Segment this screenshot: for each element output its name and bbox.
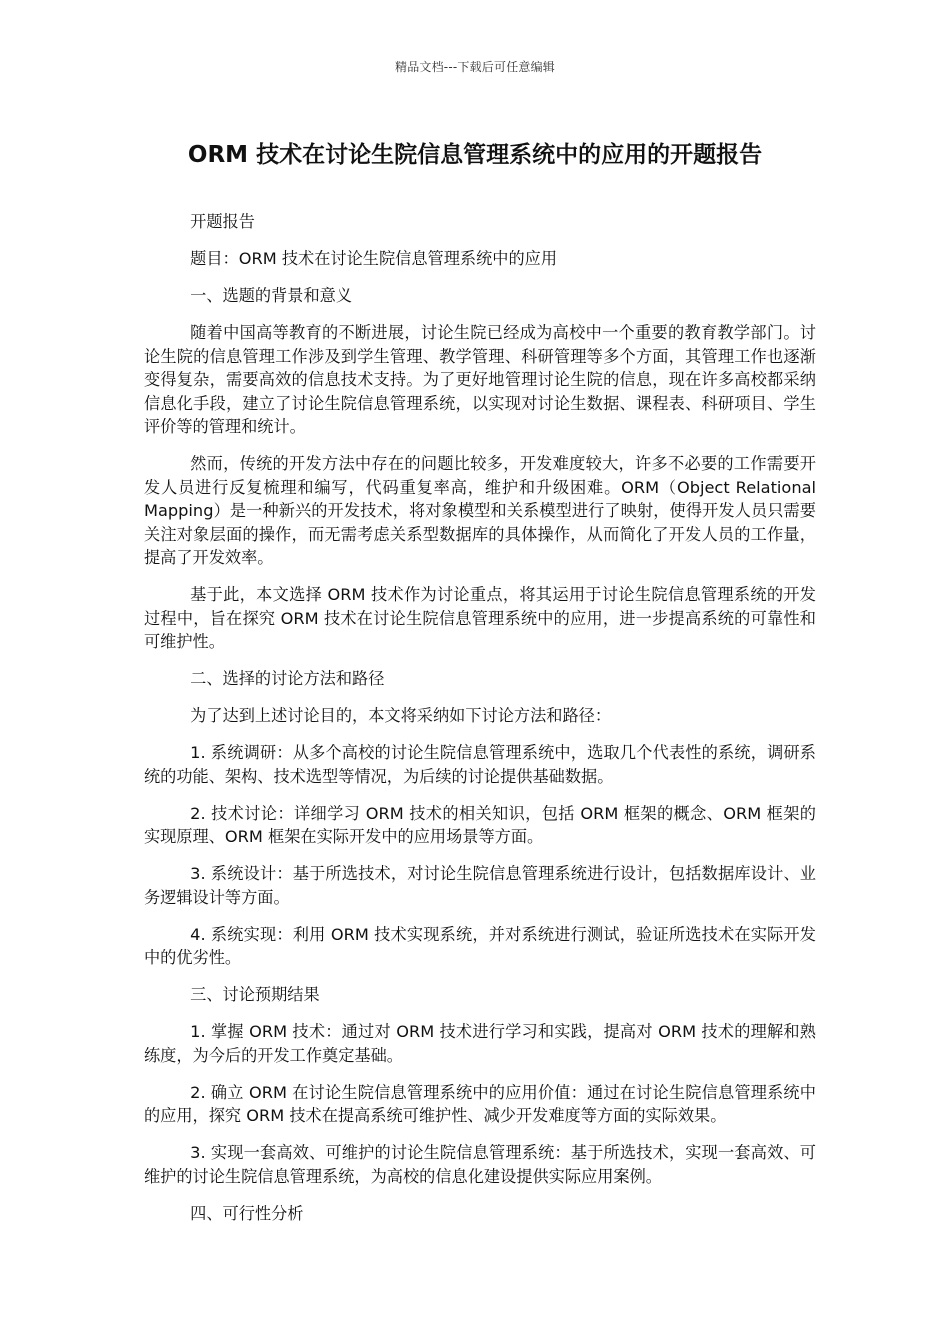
paragraph-methods-intro: 为了达到上述讨论目的，本文将采纳如下讨论方法和路径： <box>190 706 612 725</box>
report-topic: 题目：ORM 技术在讨论生院信息管理系统中的应用 <box>190 249 558 268</box>
section-heading-background: 一、选题的背景和意义 <box>190 286 353 305</box>
list-item-result-1: 1. 掌握 ORM 技术：通过对 ORM 技术进行学习和实践，提高对 ORM 技术的理解和熟练度，为今后的开发工作奠定基础。 <box>144 1022 816 1065</box>
list-item-result-2: 2. 确立 ORM 在讨论生院信息管理系统中的应用价值：通过在讨论生院信息管理系统中的应用，探究 ORM 技术在提高系统可维护性、减少开发难度等方面的实际效果。 <box>144 1082 816 1125</box>
section-heading-expected-results: 三、讨论预期结果 <box>190 985 320 1004</box>
paragraph-background-3: 基于此，本文选择 ORM 技术作为讨论重点，将其运用于讨论生院信息管理系统的开发过程中，旨在探究 ORM 技术在讨论生院信息管理系统中的应用，进一步提高系统的可靠性和可维护性。 <box>144 585 816 651</box>
list-item-method-2: 2. 技术讨论：详细学习 ORM 技术的相关知识，包括 ORM 框架的概念、ORM 框架的实现原理、ORM 框架在实际开发中的应用场景等方面。 <box>144 803 816 846</box>
list-item-result-3: 3. 实现一套高效、可维护的讨论生院信息管理系统：基于所选技术，实现一套高效、可维护的讨论生院信息管理系统，为高校的信息化建设提供实际应用案例。 <box>144 1143 816 1186</box>
document-title: ORM 技术在讨论生院信息管理系统中的应用的开题报告 <box>187 142 763 168</box>
list-item-method-3: 3. 系统设计：基于所选技术，对讨论生院信息管理系统进行设计，包括数据库设计、业务逻辑设计等方面。 <box>144 864 816 907</box>
section-heading-feasibility: 四、可行性分析 <box>190 1203 304 1223</box>
paragraph-background-1: 随着中国高等教育的不断进展，讨论生院已经成为高校中一个重要的教育教学部门。讨论生院的信息管理工作涉及到学生管理、教学管理、科研管理等多个方面，其管理工作也逐渐变得复杂，需要高效的信息技术支持。为了更好地管理讨论生院的信息，现在许多高校都采纳信息化手段，建立了讨论生院信息管理系统，以实现对讨论生数据、课程表、科研项目、学生评价等的管理和统计。 <box>144 323 816 436</box>
list-item-method-1: 1. 系统调研：从多个高校的讨论生院信息管理系统中，选取几个代表性的系统，调研系统的功能、架构、技术选型等情况，为后续的讨论提供基础数据。 <box>144 743 816 786</box>
paragraph-background-2: 然而，传统的开发方法中存在的问题比较多，开发难度较大，许多不必要的工作需要开发人员进行反复梳理和编写，代码重复率高，维护和升级困难。ORM（Object Relational Mapping）是一种新兴的开发技术，将对象模型和关系模型进行了映射，使得开发人员只需要关注对象层面的操作，而无需考虑关系型数据库的具体操作，从而简化了开发人员的工作量，提高了开发效率。 <box>144 454 816 567</box>
header-note: 精品文档---下载后可任意编辑 <box>395 60 555 74</box>
section-heading-methods: 二、选择的讨论方法和路径 <box>190 669 385 688</box>
report-label: 开题报告 <box>190 212 255 231</box>
document-body <box>144 210 816 1239</box>
list-item-method-4: 4. 系统实现：利用 ORM 技术实现系统，并对系统进行测试，验证所选技术在实际开发中的优劣性。 <box>144 924 816 967</box>
